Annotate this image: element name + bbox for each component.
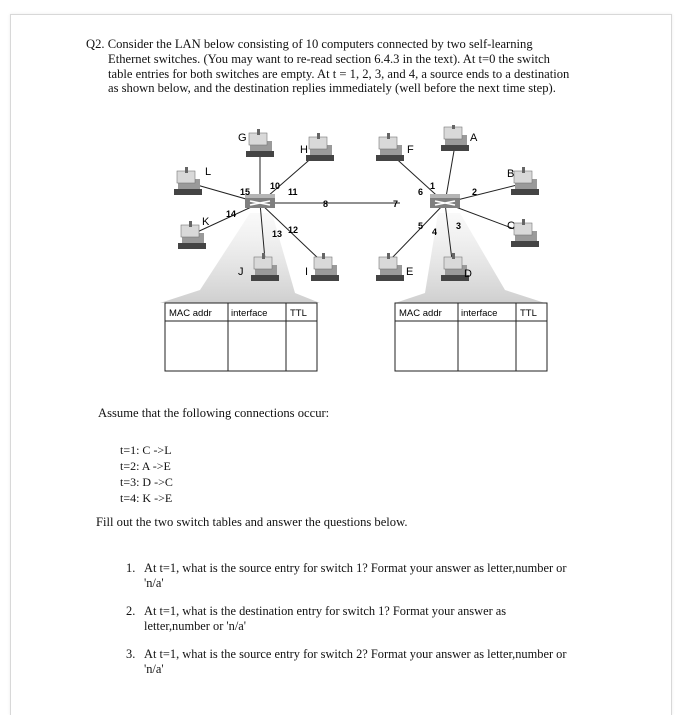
port-label-8: 8 (323, 199, 329, 209)
host-B-icon (511, 167, 539, 195)
host-G-icon (246, 129, 274, 157)
connection-item: t=2: A ->E (120, 459, 171, 473)
host-label-B: B (507, 168, 515, 180)
host-label-K: K (202, 216, 210, 228)
table1-header-interface: interface (231, 308, 268, 319)
question-item (126, 561, 606, 591)
port-label-14: 14 (226, 209, 237, 219)
question-line-4: as shown below, and the destination replies immediately (well before the next time step). (108, 81, 556, 96)
host-E-icon (376, 253, 404, 281)
host-I-icon (311, 253, 339, 281)
host-label-E: E (406, 266, 414, 278)
table1-header-mac: MAC addr (169, 308, 212, 319)
port-label-13: 13 (272, 229, 283, 239)
connections-list (120, 442, 173, 506)
port-label-2: 2 (472, 187, 478, 197)
switch2-table (395, 303, 547, 371)
port-label-1: 1 (430, 181, 436, 191)
table2-header-mac: MAC addr (399, 308, 442, 319)
port-label-12: 12 (288, 225, 299, 235)
port-label-3: 3 (456, 221, 462, 231)
port-label-10: 10 (270, 181, 281, 191)
port-label-15: 15 (240, 187, 251, 197)
question-line-1: Q2. Consider the LAN below consisting of 10 computers connected by two self-learning (86, 37, 533, 51)
table1-header-ttl: TTL (290, 308, 307, 319)
question-number: 1. (126, 561, 136, 575)
lan-diagram (160, 125, 560, 380)
host-L-icon (174, 167, 202, 195)
table2-header-ttl: TTL (520, 308, 537, 319)
question-line-2: Ethernet switches. (You may want to re-read section 6.4.3 in the text). At t=0 the switch (108, 51, 550, 66)
question-line: At t=1, what is the source entry for switch 2? Format your answer as letter,number or (144, 647, 567, 661)
port-label-5: 5 (418, 221, 424, 231)
question-line: At t=1, what is the source entry for switch 1? Format your answer as letter,number or (144, 561, 567, 575)
question-line: letter,number or 'n/a' (144, 619, 247, 633)
question-text (86, 37, 606, 96)
assume-text: Assume that the following connections occur: (98, 406, 330, 420)
port-label-4: 4 (432, 227, 438, 237)
host-label-D: D (464, 268, 472, 280)
host-F-icon (376, 133, 404, 161)
host-label-F: F (407, 144, 414, 156)
host-H-icon (306, 133, 334, 161)
question-list (126, 561, 606, 690)
question-item (126, 647, 606, 677)
host-label-C: C (507, 220, 515, 232)
host-label-A: A (470, 132, 478, 144)
fill-out-instruction: Fill out the two switch tables and answer the questions below. (96, 515, 408, 529)
question-line: 'n/a' (144, 662, 164, 676)
table2-header-interface: interface (461, 308, 498, 319)
port-label-11: 11 (288, 187, 298, 197)
host-C-icon (511, 219, 539, 247)
question-line: At t=1, what is the destination entry for switch 1? Format your answer as (144, 604, 507, 618)
connection-item: t=4: K ->E (120, 491, 173, 505)
connection-item: t=3: D ->C (120, 475, 173, 489)
question-number: 2. (126, 604, 136, 618)
question-item (126, 604, 606, 634)
switch2-icon (430, 194, 460, 208)
host-label-G: G (238, 132, 247, 144)
host-label-I: I (305, 266, 309, 278)
question-number: 3. (126, 647, 136, 661)
question-line-3: table entries for both switches are empty. At t = 1, 2, 3, and 4, a source ends to a destination (108, 66, 570, 81)
host-label-H: H (300, 144, 308, 156)
host-label-J: J (238, 266, 244, 278)
port-label-6: 6 (418, 187, 424, 197)
switch1-table (165, 303, 317, 371)
question-line: 'n/a' (144, 576, 164, 590)
host-A-icon (441, 125, 469, 151)
host-label-L: L (205, 166, 212, 178)
connection-item: t=1: C ->L (120, 443, 172, 457)
switch1-links (190, 155, 400, 260)
port-label-7: 7 (393, 199, 399, 209)
